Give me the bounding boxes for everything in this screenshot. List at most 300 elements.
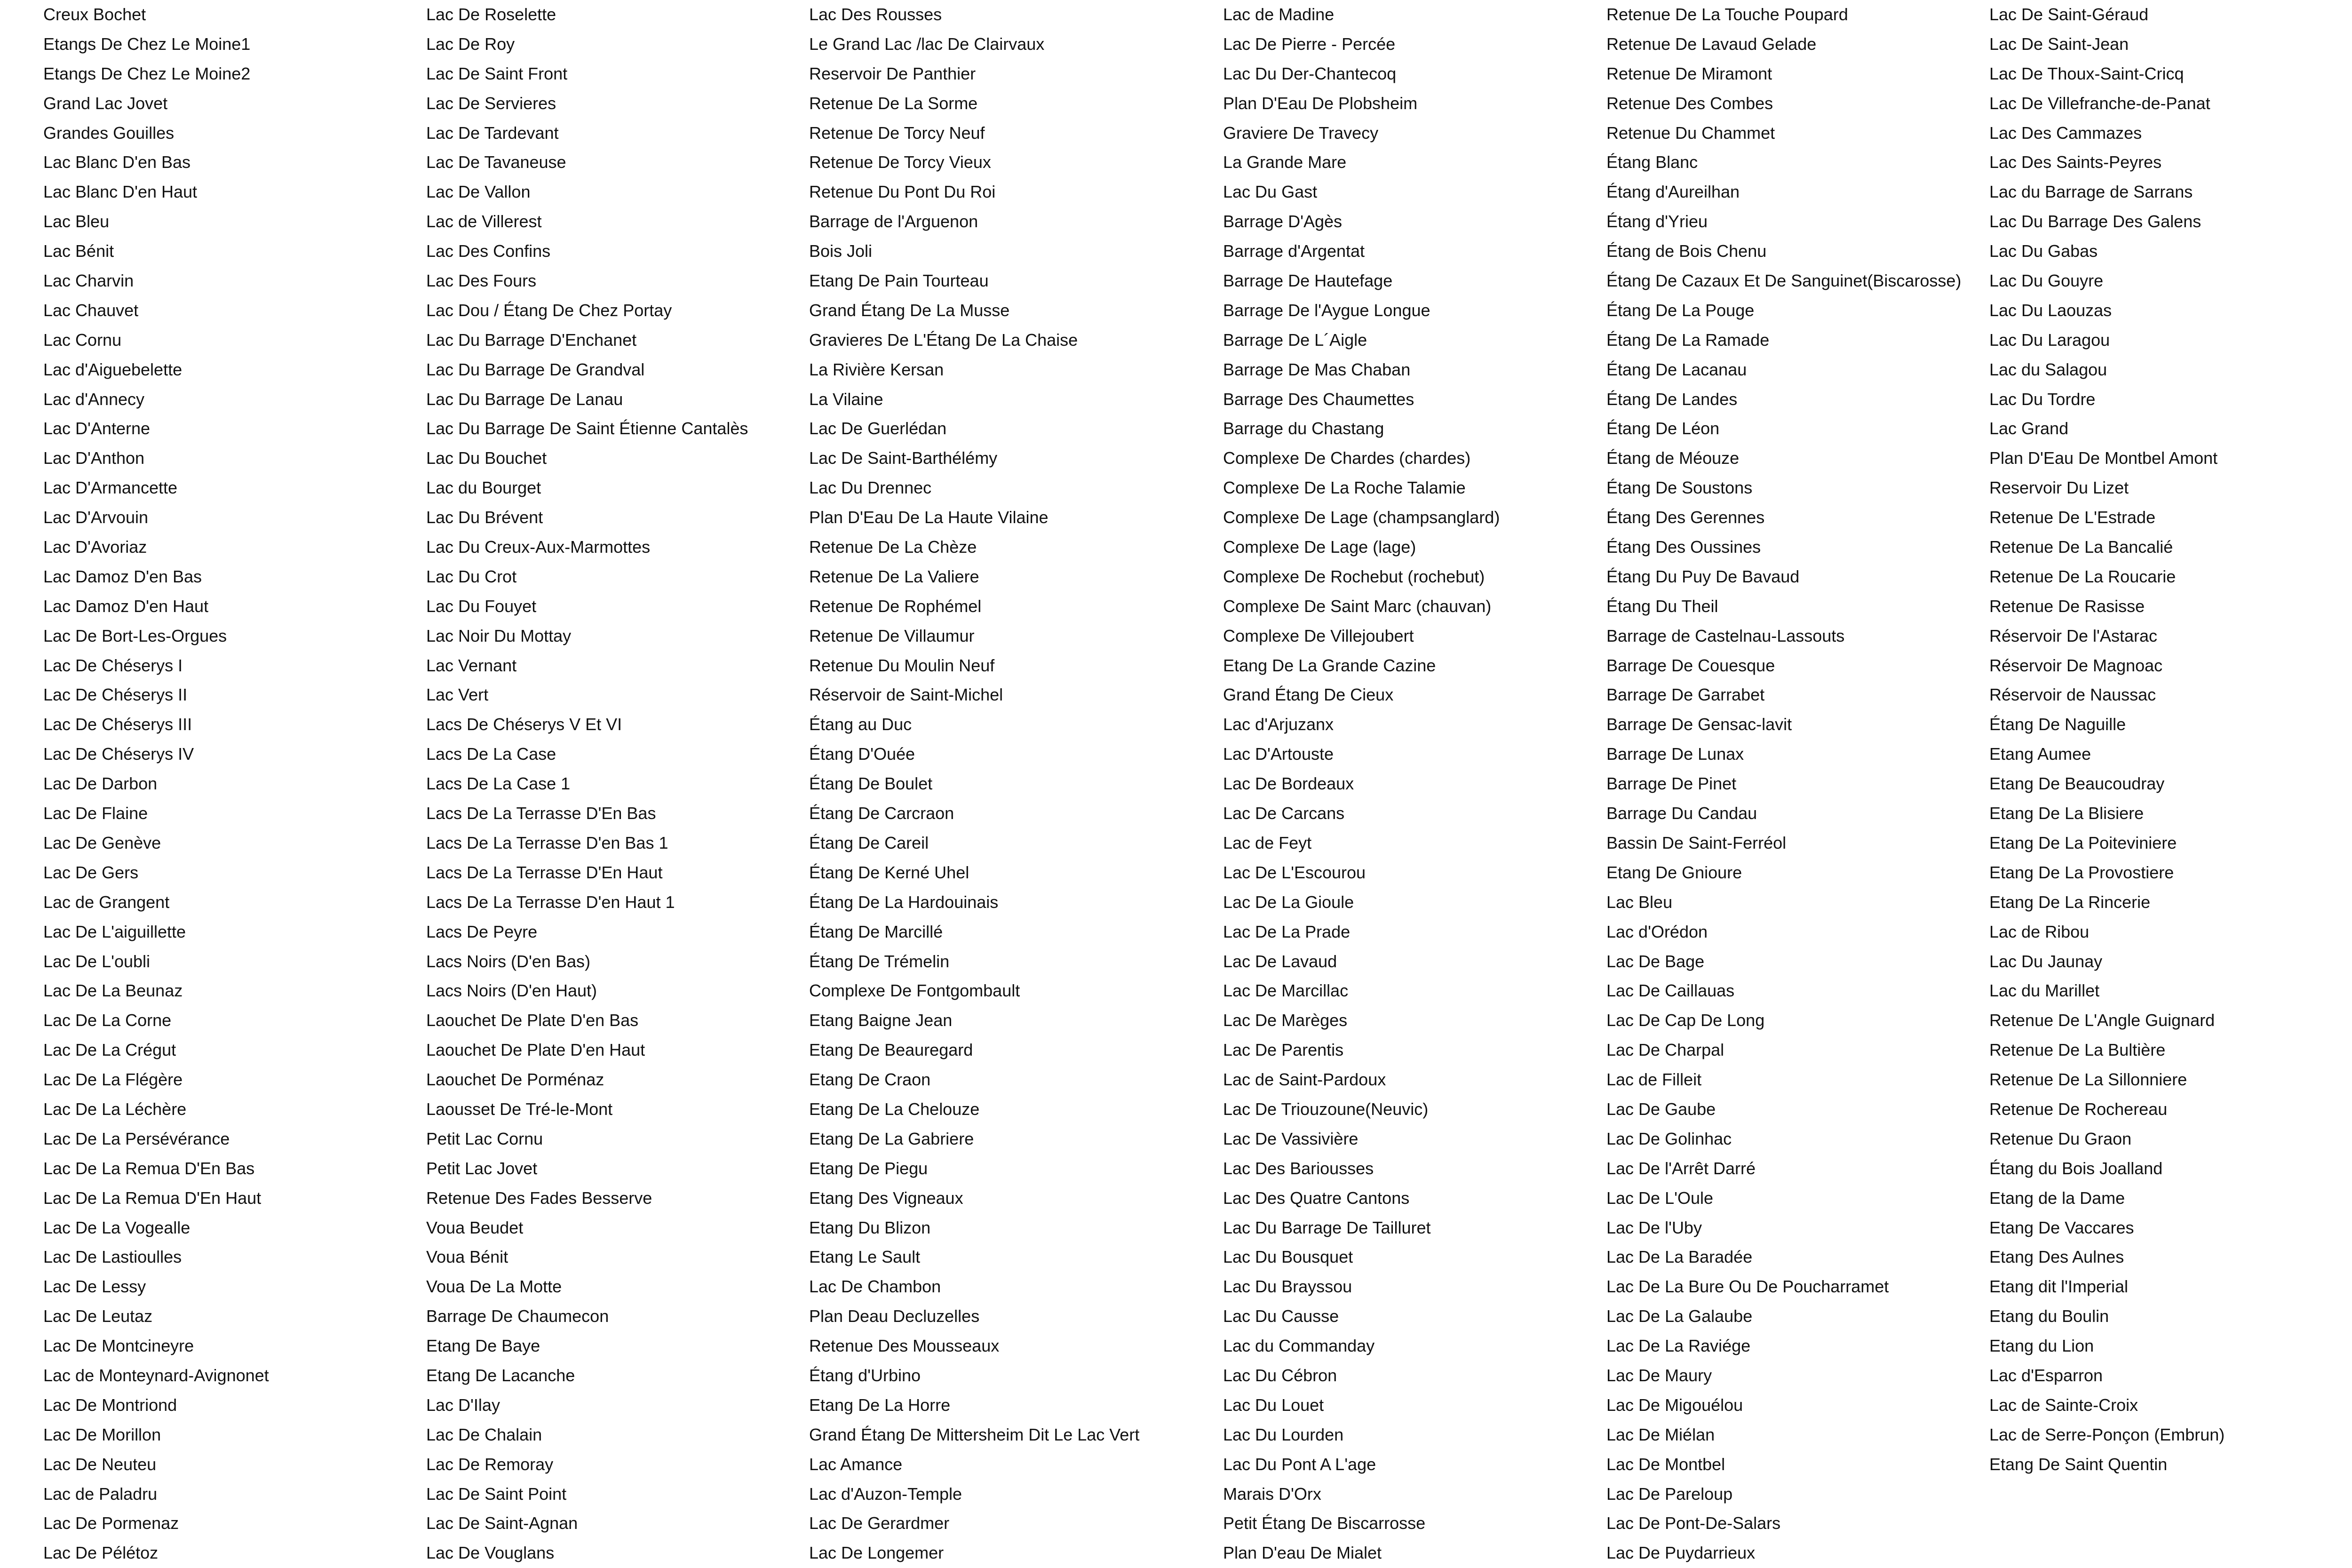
lake-name-cell: Lac Bleu (1606, 892, 1673, 912)
lake-name-cell: Lacs De La Terrasse D'en Haut 1 (426, 892, 675, 912)
lake-name-cell: Lac Damoz D'en Haut (43, 596, 209, 616)
lake-name-cell: Lac De Tardevant (426, 123, 559, 143)
lake-name-cell: Lac De Remoray (426, 1454, 554, 1474)
lake-name-cell: Lac De Puydarrieux (1606, 1543, 1756, 1563)
lake-name-cell: Lac De Bordeaux (1223, 774, 1354, 794)
lake-name-cell: Lacs De La Terrasse D'En Haut (426, 862, 663, 882)
lake-name-cell: Barrage De Hautefage (1223, 271, 1393, 291)
lake-name-cell: Barrage D'Agès (1223, 212, 1343, 231)
lake-name-cell: Lac D'Anthon (43, 448, 145, 468)
lake-name-cell: Lacs De La Case 1 (426, 774, 571, 794)
lake-name-cell: Lac D'Avoriaz (43, 537, 147, 557)
lake-name-cell: Lac d'Aiguebelette (43, 359, 183, 379)
lake-name-cell: Lac De Genève (43, 833, 161, 852)
lake-name-cell: Barrage d'Argentat (1223, 241, 1365, 261)
lake-name-cell: Étang De Kerné Uhel (809, 862, 969, 882)
lake-name-cell: Etang De Vaccares (1989, 1218, 2134, 1237)
lake-name-cell: Lac De Parentis (1223, 1040, 1344, 1060)
lake-name-cell: Réservoir de Saint-Michel (809, 685, 1003, 705)
lake-name-cell: Laouchet De Plate D'en Haut (426, 1040, 645, 1060)
lake-name-cell: Lac De Saint Point (426, 1484, 567, 1504)
lake-name-cell: Lacs Noirs (D'en Haut) (426, 981, 597, 1001)
lake-name-cell: Lac De Golinhac (1606, 1129, 1732, 1148)
lake-name-cell: Retenue De La Touche Poupard (1606, 5, 1848, 24)
lake-name-cell: Lac de Ribou (1989, 922, 2090, 941)
lake-name-cell: Lac De Chalain (426, 1425, 542, 1444)
lake-name-cell: Lac Blanc D'en Bas (43, 152, 191, 172)
lake-name-cell: Étang au Duc (809, 715, 912, 734)
lake-name-cell: Lac Du Lourden (1223, 1425, 1344, 1444)
lake-name-cell: Lac Des Fours (426, 271, 537, 291)
lake-name-cell: Lac De Flaine (43, 804, 148, 823)
lake-name-cell: Lac De Servieres (426, 93, 556, 113)
lake-name-cell: Lac De Carcans (1223, 804, 1345, 823)
lake-name-cell: Etang De Saint Quentin (1989, 1454, 2168, 1474)
lake-name-cell: Voua Beudet (426, 1218, 524, 1237)
lake-name-cell: Retenue De La Chèze (809, 537, 977, 557)
lake-name-cell: Lac De La Gioule (1223, 892, 1354, 912)
lake-name-cell: Lac D'Anterne (43, 419, 151, 438)
lake-name-cell: Etang De La Poiteviniere (1989, 833, 2177, 852)
lake-name-cell: Étang De Lacanau (1606, 359, 1747, 379)
lake-name-cell: Lac Du Der-Chantecoq (1223, 64, 1397, 83)
lake-name-cell: La Grande Mare (1223, 152, 1347, 172)
lake-name-cell: Etang De Pain Tourteau (809, 271, 989, 291)
lake-name-cell: Lac Du Barrage De Tailluret (1223, 1218, 1431, 1237)
lake-name-cell: Étang Des Gerennes (1606, 508, 1765, 527)
lake-name-cell: Lac De Triouzoune(Neuvic) (1223, 1099, 1429, 1119)
lake-name-cell: Lac Du Gouyre (1989, 271, 2104, 291)
lake-name-cell: Laousset De Tré-le-Mont (426, 1099, 613, 1119)
lake-name-cell: Étang De Soustons (1606, 478, 1753, 498)
lake-name-cell: Lac de Sainte-Croix (1989, 1395, 2138, 1415)
lake-name-cell: Complexe De Villejoubert (1223, 626, 1414, 645)
lake-name-cell: Lac Du Jaunay (1989, 951, 2103, 971)
lake-name-cell: Lac De La Corne (43, 1011, 172, 1030)
lake-name-cell: Lac Du Bousquet (1223, 1247, 1353, 1267)
lake-name-cell: Lac De La Remua D'En Bas (43, 1158, 255, 1178)
lake-name-cell: Lac D'Artouste (1223, 744, 1334, 764)
lake-name-cell: Etang Du Blizon (809, 1218, 931, 1237)
lake-name-cell: Plan D'Eau De La Haute Vilaine (809, 508, 1049, 527)
lake-name-cell: Lac d'Auzon-Temple (809, 1484, 962, 1504)
lake-name-cell: Lac De Marcillac (1223, 981, 1349, 1001)
lake-name-cell: Lac De Chéserys IV (43, 744, 194, 764)
lake-name-cell: Barrage de l'Arguenon (809, 212, 978, 231)
lake-name-cell: Lac De Darbon (43, 774, 158, 794)
lake-name-cell: Lac De Chambon (809, 1277, 941, 1297)
lake-name-cell: Lac De Villefranche-de-Panat (1989, 93, 2210, 113)
lake-name-cell: Retenue De La Bancalié (1989, 537, 2173, 557)
lake-name-cell: Lac du Commanday (1223, 1336, 1375, 1356)
lake-name-cell: Réservoir De l'Astarac (1989, 626, 2157, 645)
lake-name-cell: Lac d'Arjuzanx (1223, 715, 1334, 734)
lake-name-cell: Lac Du Louet (1223, 1395, 1324, 1415)
lake-name-cell: Lac De Gers (43, 862, 139, 882)
lake-name-cell: Retenue De Villaumur (809, 626, 975, 645)
lake-name-cell: Lac De Lavaud (1223, 951, 1337, 971)
lake-name-cell: Etang Des Vigneaux (809, 1188, 963, 1208)
lake-name-cell: Lac De La Prade (1223, 922, 1351, 941)
lake-name-cell: Lac Du Barrage De Saint Étienne Cantalès (426, 419, 748, 438)
lake-name-cell: Lac Du Brayssou (1223, 1277, 1352, 1297)
lake-name-cell: Le Grand Lac /lac De Clairvaux (809, 34, 1045, 54)
lake-name-cell: Lac Charvin (43, 271, 134, 291)
lake-name-cell: Lac Du Barrage D'Enchanet (426, 330, 637, 350)
lake-name-cell: Voua De La Motte (426, 1277, 562, 1297)
lake-name-cell: Lac du Marillet (1989, 981, 2100, 1001)
lake-name-cell: Lac De Saint Front (426, 64, 568, 83)
lake-name-cell: Réservoir De Magnoac (1989, 655, 2163, 675)
lake-name-cell: Lac De Chéserys III (43, 715, 192, 734)
lake-name-cell: Barrage de Castelnau-Lassouts (1606, 626, 1845, 645)
lake-name-cell: Lac De La Remua D'En Haut (43, 1188, 262, 1208)
lake-name-cell: Marais D'Orx (1223, 1484, 1321, 1504)
lake-name-cell: Retenue De La Bultière (1989, 1040, 2166, 1060)
lake-column-3 (809, 0, 1139, 1568)
lake-name-cell: Lac De Thoux-Saint-Cricq (1989, 64, 2184, 83)
lake-name-cell: Lac De La Vogealle (43, 1218, 191, 1237)
lake-name-cell: Retenue De Miramont (1606, 64, 1772, 83)
lake-name-cell: Étang De La Pouge (1606, 300, 1755, 320)
lake-name-cell: Lac De Pormenaz (43, 1513, 179, 1533)
lake-name-cell: Laouchet De Plate D'en Bas (426, 1011, 639, 1030)
lake-name-cell: Lac De La Flégère (43, 1070, 183, 1090)
lake-name-cell: Lac Du Crot (426, 566, 517, 586)
lake-name-cell: Grand Lac Jovet (43, 93, 168, 113)
lake-name-cell: Lac de Filleit (1606, 1070, 1702, 1090)
lake-name-cell: Etang De La Provostiere (1989, 862, 2174, 882)
lake-name-cell: Lac De Vassivière (1223, 1129, 1359, 1148)
lake-name-cell: Lac Du Drennec (809, 478, 932, 498)
lake-name-cell: Lac De Lastioulles (43, 1247, 182, 1267)
lake-name-cell: Lac de Serre-Ponçon (Embrun) (1989, 1425, 2225, 1444)
lake-name-cell: Lac Bleu (43, 212, 110, 231)
lake-name-cell: Etang De La Blisiere (1989, 804, 2144, 823)
lake-name-cell: Retenue De L'Estrade (1989, 508, 2156, 527)
lake-name-cell: Lac Chauvet (43, 300, 139, 320)
lake-name-cell: Lac De Bage (1606, 951, 1705, 971)
lake-name-cell: Lac D'Armancette (43, 478, 177, 498)
lake-name-cell: Lac Du Cébron (1223, 1365, 1337, 1385)
lake-name-cell: Lac Du Pont A L'age (1223, 1454, 1376, 1474)
lake-name-cell: Lac Du Gast (1223, 182, 1318, 202)
lake-name-cell: Lac De Tavaneuse (426, 152, 566, 172)
lake-name-cell: Etang Le Sault (809, 1247, 921, 1267)
lake-name-cell: Lac De Lessy (43, 1277, 146, 1297)
lake-name-cell: Retenue De La Valiere (809, 566, 979, 586)
lake-name-cell: Lac Des Cammazes (1989, 123, 2142, 143)
lake-name-cell: Lac De Pont-De-Salars (1606, 1513, 1781, 1533)
lake-name-cell: Retenue De Rophémel (809, 596, 982, 616)
lake-name-cell: Complexe De La Roche Talamie (1223, 478, 1466, 498)
lake-name-cell: Lac Vernant (426, 655, 517, 675)
lake-name-cell: Lac Du Bouchet (426, 448, 547, 468)
lake-name-cell: Lac De l'Arrêt Darré (1606, 1158, 1756, 1178)
lake-name-cell: Lac Du Laragou (1989, 330, 2110, 350)
lake-name-cell: Lac De Saint-Géraud (1989, 5, 2149, 24)
lake-name-cell: Barrage Des Chaumettes (1223, 389, 1414, 409)
lake-name-cell: Étang de Méouze (1606, 448, 1740, 468)
lake-name-cell: Lac De Miélan (1606, 1425, 1715, 1444)
lake-name-cell: Étang du Bois Joalland (1989, 1158, 2163, 1178)
lake-name-cell: Lac De La Baradée (1606, 1247, 1753, 1267)
lake-name-cell: Barrage De Chaumecon (426, 1306, 609, 1326)
lake-name-cell: Lac Des Bariousses (1223, 1158, 1374, 1178)
lake-name-cell: Lac De Maury (1606, 1365, 1712, 1385)
lake-name-cell: Etang De La Grande Cazine (1223, 655, 1436, 675)
lake-name-cell: Petit Lac Cornu (426, 1129, 543, 1148)
lake-name-cell: Étang De Trémelin (809, 951, 950, 971)
lake-name-cell: Lac De Marèges (1223, 1011, 1348, 1030)
lake-name-cell: Lac De Migouélou (1606, 1395, 1743, 1415)
lake-name-cell: Lac De Pierre - Percée (1223, 34, 1396, 54)
lake-name-cell: Etangs De Chez Le Moine1 (43, 34, 251, 54)
lake-name-cell: Lac De Longemer (809, 1543, 944, 1563)
lake-name-cell: Barrage De Gensac-lavit (1606, 715, 1792, 734)
lake-name-cell: Lac Du Barrage De Grandval (426, 359, 645, 379)
lake-name-cell: Étang D'Ouée (809, 744, 915, 764)
lake-name-cell: Lac Du Fouyet (426, 596, 537, 616)
lake-name-cell: Lac Cornu (43, 330, 122, 350)
lake-name-cell: Lac Dou / Étang De Chez Portay (426, 300, 672, 320)
lake-name-cell: Retenue De Torcy Neuf (809, 123, 985, 143)
lake-name-cell: Lac De L'Oule (1606, 1188, 1714, 1208)
lake-name-cell: Lac De Roselette (426, 5, 556, 24)
lake-name-cell: Retenue De Rochereau (1989, 1099, 2168, 1119)
lake-name-cell: Lac Damoz D'en Bas (43, 566, 202, 586)
lake-name-cell: Lac Du Causse (1223, 1306, 1339, 1326)
lake-name-cell: Lac De Charpal (1606, 1040, 1724, 1060)
lake-name-cell: Lac De Vallon (426, 182, 531, 202)
lake-name-cell: Lac De Saint-Barthélémy (809, 448, 998, 468)
lake-name-cell: Réservoir de Naussac (1989, 685, 2156, 705)
lake-name-cell: Complexe De Fontgombault (809, 981, 1020, 1001)
lake-name-cell: Lac Noir Du Mottay (426, 626, 572, 645)
lake-name-cell: Lac du Bourget (426, 478, 541, 498)
lake-name-cell: Lac De Chéserys I (43, 655, 183, 675)
lake-name-cell: Lac Du Laouzas (1989, 300, 2112, 320)
lake-name-cell: Lac De La Raviége (1606, 1336, 1751, 1356)
lake-name-cell: Complexe De Lage (lage) (1223, 537, 1416, 557)
lake-name-cell: Gravieres De L'Étang De La Chaise (809, 330, 1078, 350)
lake-name-cell: Lac Du Brévent (426, 508, 543, 527)
lake-name-cell: Lac Du Barrage De Lanau (426, 389, 623, 409)
lake-name-cell: Lac De Gerardmer (809, 1513, 950, 1533)
lake-name-cell: Lac D'Ilay (426, 1395, 500, 1415)
lake-name-cell: Étang De Landes (1606, 389, 1738, 409)
lake-name-cell: Plan D'Eau De Plobsheim (1223, 93, 1418, 113)
lake-name-cell: Retenue De Rasisse (1989, 596, 2145, 616)
lake-name-cell: Lacs De La Terrasse D'en Bas 1 (426, 833, 668, 852)
lake-name-cell: Lac De La Galaube (1606, 1306, 1753, 1326)
lake-name-cell: Grand Étang De Cieux (1223, 685, 1394, 705)
lake-name-cell: Barrage De L´Aigle (1223, 330, 1367, 350)
lake-name-cell: Étang De Cazaux Et De Sanguinet(Biscarosse) (1606, 271, 1962, 291)
lake-name-cell: Lac d'Orédon (1606, 922, 1708, 941)
lake-name-cell: Etang De Baye (426, 1336, 540, 1356)
lake-name-cell: Étang d'Urbino (809, 1365, 921, 1385)
lake-name-cell: Étang De La Hardouinais (809, 892, 999, 912)
lake-name-cell: Etang dit l'Imperial (1989, 1277, 2129, 1297)
lake-name-cell: Lac De Morillon (43, 1425, 161, 1444)
lake-name-cell: Plan Deau Decluzelles (809, 1306, 980, 1326)
lake-name-cell: Retenue De La Sillonniere (1989, 1070, 2187, 1090)
lake-name-cell: Lac Vert (426, 685, 489, 705)
lake-name-cell: Complexe De Chardes (chardes) (1223, 448, 1471, 468)
lake-name-cell: Étang De Careil (809, 833, 929, 852)
lake-name-cell: Lac d'Annecy (43, 389, 145, 409)
lake-name-cell: Complexe De Saint Marc (chauvan) (1223, 596, 1492, 616)
lake-column-1 (43, 0, 269, 1568)
lake-name-cell: Lac De La Bure Ou De Poucharramet (1606, 1277, 1889, 1297)
lake-name-cell: Étang Blanc (1606, 152, 1698, 172)
lake-name-cell: Etang De La Rincerie (1989, 892, 2151, 912)
lake-name-cell: Lac De Caillauas (1606, 981, 1735, 1001)
lake-column-4 (1223, 0, 1500, 1568)
lake-name-cell: Etang du Boulin (1989, 1306, 2109, 1326)
lake-name-cell: Retenue De Torcy Vieux (809, 152, 991, 172)
lake-name-cell: Lac De l'Uby (1606, 1218, 1702, 1237)
lake-name-cell: Lac De Roy (426, 34, 515, 54)
lake-column-6 (1989, 0, 2225, 1480)
lake-name-cell: Reservoir Du Lizet (1989, 478, 2129, 498)
lake-name-cell: Lac de Madine (1223, 5, 1335, 24)
lake-name-cell: Grand Étang De La Musse (809, 300, 1010, 320)
lake-name-cell: Graviere De Travecy (1223, 123, 1379, 143)
lake-name-cell: Retenue Du Chammet (1606, 123, 1775, 143)
lake-name-cell: Plan D'Eau De Montbel Amont (1989, 448, 2218, 468)
lake-name-cell: Retenue Des Combes (1606, 93, 1773, 113)
lake-name-cell: Étang De Boulet (809, 774, 933, 794)
lake-column-5 (1606, 0, 1961, 1568)
lake-name-cell: Lac Grand (1989, 419, 2069, 438)
lake-name-cell: Lac du Barrage de Sarrans (1989, 182, 2193, 202)
lake-name-cell: Étang Des Oussines (1606, 537, 1761, 557)
lake-name-cell: La Vilaine (809, 389, 883, 409)
lake-name-cell: Etangs De Chez Le Moine2 (43, 64, 251, 83)
lake-name-cell: Barrage De Pinet (1606, 774, 1737, 794)
lake-name-cell: Bois Joli (809, 241, 873, 261)
lake-name-cell: Lac Bénit (43, 241, 114, 261)
lake-name-cell: Lac De Saint-Jean (1989, 34, 2129, 54)
lake-name-cell: Lac De Bort-Les-Orgues (43, 626, 227, 645)
lake-name-cell: Lac De L'Escourou (1223, 862, 1366, 882)
lake-name-cell: Lac De Gaube (1606, 1099, 1716, 1119)
lake-name-cell: Etang De Gnioure (1606, 862, 1742, 882)
lake-name-cell: Lac d'Esparron (1989, 1365, 2103, 1385)
lake-name-cell: Petit Lac Jovet (426, 1158, 538, 1178)
lake-name-cell: Lac de Monteynard-Avignonet (43, 1365, 269, 1385)
lake-name-cell: Lac De La Crégut (43, 1040, 176, 1060)
lake-column-2 (426, 0, 748, 1568)
lake-name-cell: Lac De Chéserys II (43, 685, 188, 705)
lake-name-cell: Retenue De La Roucarie (1989, 566, 2176, 586)
lake-name-cell: Etang Des Aulnes (1989, 1247, 2124, 1267)
lake-name-cell: Etang du Lion (1989, 1336, 2094, 1356)
lake-name-cell: Lac De Montcineyre (43, 1336, 194, 1356)
lake-name-cell: Lacs De Peyre (426, 922, 538, 941)
lake-name-cell: Barrage De Couesque (1606, 655, 1775, 675)
lake-name-cell: Creux Bochet (43, 5, 146, 24)
lake-name-cell: Retenue Du Moulin Neuf (809, 655, 995, 675)
lake-name-cell: Barrage du Chastang (1223, 419, 1384, 438)
lake-name-cell: Lac Du Tordre (1989, 389, 2096, 409)
lake-name-cell: Etang de la Dame (1989, 1188, 2125, 1208)
lake-name-cell: Grandes Gouilles (43, 123, 175, 143)
lake-name-cell: Etang De Lacanche (426, 1365, 575, 1385)
lake-name-cell: Barrage De l'Aygue Longue (1223, 300, 1430, 320)
lake-name-cell: Lac De Vouglans (426, 1543, 555, 1563)
lake-name-cell: Lacs Noirs (D'en Bas) (426, 951, 590, 971)
lake-name-cell: Lac Amance (809, 1454, 903, 1474)
lake-name-cell: Etang Aumee (1989, 744, 2091, 764)
lake-name-cell: Retenue Du Graon (1989, 1129, 2132, 1148)
lake-name-cell: Retenue De Lavaud Gelade (1606, 34, 1817, 54)
lake-name-cell: Lac De Neuteu (43, 1454, 157, 1474)
lake-name-cell: Étang De Naguille (1989, 715, 2126, 734)
lake-name-cell: Lac De Montriond (43, 1395, 177, 1415)
lake-name-cell: Étang De Marcillé (809, 922, 943, 941)
lake-name-cell: Bassin De Saint-Ferréol (1606, 833, 1787, 852)
lake-name-cell: Lac de Paladru (43, 1484, 158, 1504)
lake-name-cell: Lac De Pareloup (1606, 1484, 1733, 1504)
lake-name-cell: Barrage De Mas Chaban (1223, 359, 1411, 379)
lake-name-cell: Étang de Bois Chenu (1606, 241, 1767, 261)
lake-name-cell: Retenue Des Mousseaux (809, 1336, 1000, 1356)
lake-name-cell: Lac Du Gabas (1989, 241, 2098, 261)
lake-name-cell: Barrage De Lunax (1606, 744, 1744, 764)
lake-name-cell: Etang De La Gabriere (809, 1129, 974, 1148)
lake-name-cell: Lac Des Quatre Cantons (1223, 1188, 1410, 1208)
lake-name-cell: Complexe De Rochebut (rochebut) (1223, 566, 1485, 586)
lake-name-cell: Voua Bénit (426, 1247, 509, 1267)
lake-name-cell: Laouchet De Porménaz (426, 1070, 604, 1090)
lake-name-cell: Lac de Grangent (43, 892, 170, 912)
lake-name-cell: Retenue Des Fades Besserve (426, 1188, 652, 1208)
lake-name-cell: Plan D'eau De Mialet (1223, 1543, 1382, 1563)
lake-name-cell: Etang De La Horre (809, 1395, 951, 1415)
lake-name-cell: Lac De La Persévérance (43, 1129, 230, 1148)
lake-name-cell: Lac De Montbel (1606, 1454, 1725, 1474)
lake-name-cell: Lac Du Creux-Aux-Marmottes (426, 537, 651, 557)
lake-name-cell: Lac du Salagou (1989, 359, 2107, 379)
lake-name-cell: Barrage Du Candau (1606, 804, 1757, 823)
lake-name-cell: Etang De La Chelouze (809, 1099, 980, 1119)
lake-name-cell: Lac De L'aiguillette (43, 922, 186, 941)
lake-name-cell: Retenue De La Sorme (809, 93, 978, 113)
lake-name-cell: Lac Du Barrage Des Galens (1989, 212, 2201, 231)
lake-name-cell: Lac De L'oubli (43, 951, 151, 971)
lake-name-cell: Lac D'Arvouin (43, 508, 148, 527)
lake-name-cell: Lac Des Confins (426, 241, 551, 261)
lake-name-cell: Étang De La Ramade (1606, 330, 1770, 350)
lake-name-cell: Lac De Pélétoz (43, 1543, 159, 1563)
lake-name-cell: Lac Des Saints-Peyres (1989, 152, 2162, 172)
lake-name-cell: Lac De Guerlédan (809, 419, 947, 438)
lake-name-cell: Lac De Leutaz (43, 1306, 153, 1326)
lake-name-cell: La Rivière Kersan (809, 359, 944, 379)
lake-name-cell: Lac De La Beunaz (43, 981, 183, 1001)
lake-name-cell: Etang De Piegu (809, 1158, 928, 1178)
lake-name-cell: Lac de Feyt (1223, 833, 1312, 852)
lake-name-cell: Lac de Villerest (426, 212, 542, 231)
lake-name-cell: Retenue De L'Angle Guignard (1989, 1011, 2215, 1030)
lake-name-cell: Lac Blanc D'en Haut (43, 182, 198, 202)
lake-name-cell: Barrage De Garrabet (1606, 685, 1765, 705)
lake-name-cell: Reservoir De Panthier (809, 64, 976, 83)
lake-name-cell: Lacs De La Terrasse D'En Bas (426, 804, 656, 823)
